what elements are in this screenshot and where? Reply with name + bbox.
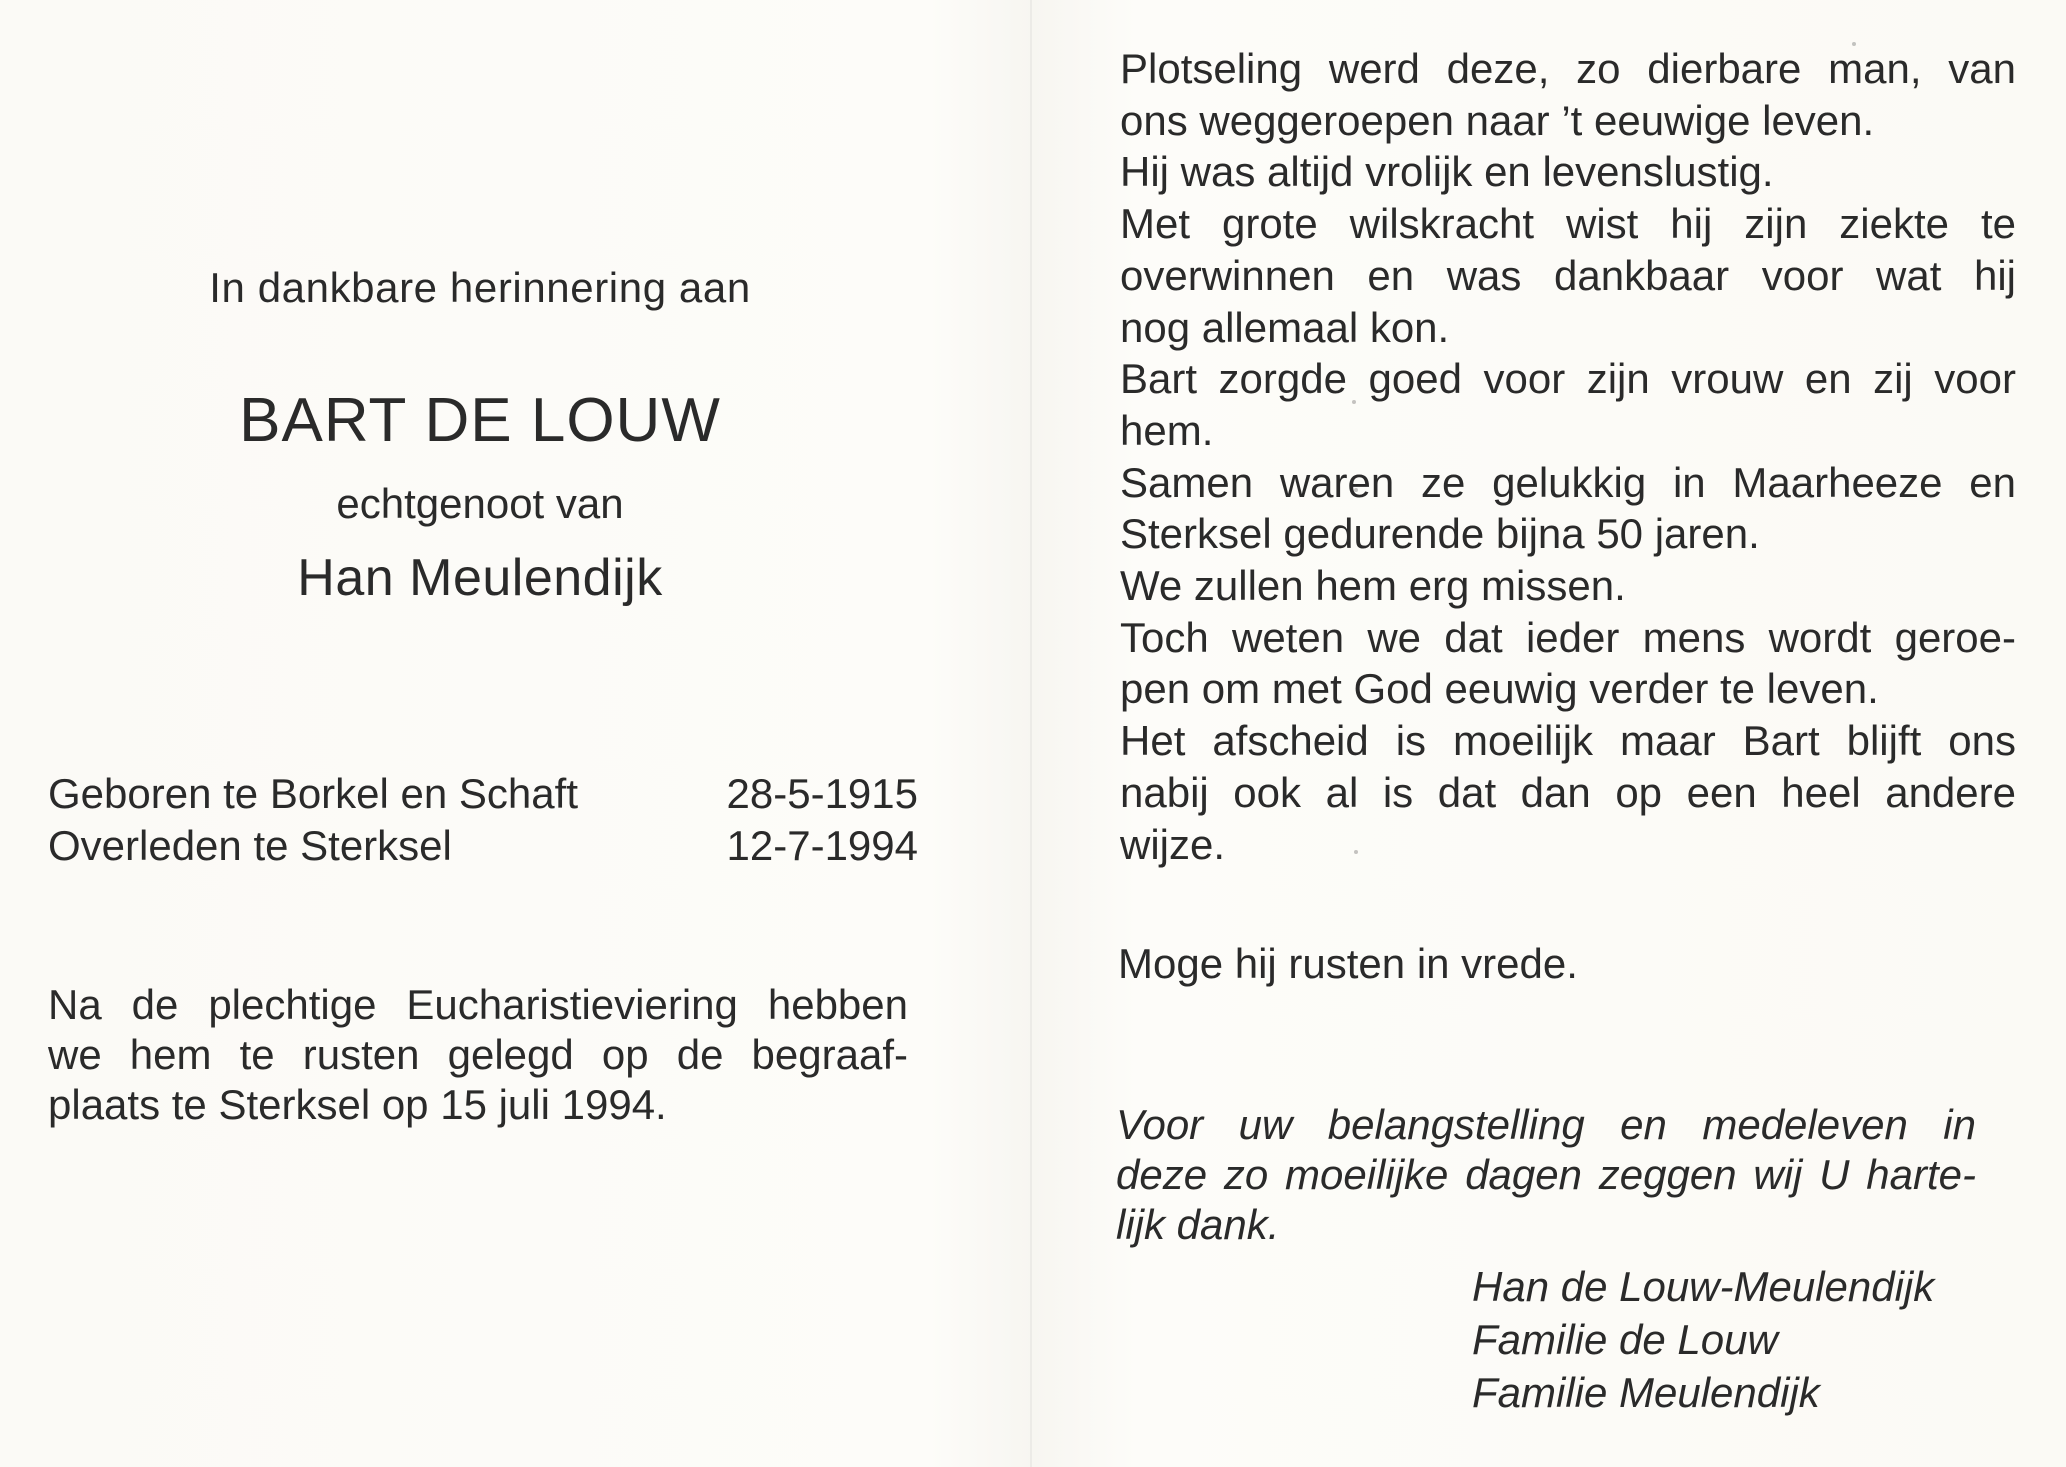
death-label: Overleden te Sterksel xyxy=(48,822,452,869)
death-row xyxy=(48,822,918,874)
intro-text: In dankbare herinnering aan xyxy=(209,264,751,311)
birth-label: Geboren te Borkel en Schaft xyxy=(48,770,578,817)
tribute-line: overwinnen en was dankbaar voor wat hij xyxy=(1120,251,2016,299)
tribute-line: Samen waren ze gelukkig in Maarheeze en xyxy=(1120,458,2016,506)
paper-speck xyxy=(1354,488,1358,492)
death-date: 12-7-1994 xyxy=(726,822,918,869)
life-events xyxy=(48,770,918,874)
tribute-line: Plotseling werd deze, zo dierbare man, van xyxy=(1120,45,2016,92)
thanks-line: Voor uw belangstelling en medeleven in xyxy=(1116,1101,1976,1148)
thanks-paragraph xyxy=(1116,1100,1976,1250)
thanks-line: lijk dank. xyxy=(1116,1201,1280,1248)
tribute-line: Bart zorgde goed voor zijn vrouw en zij voor xyxy=(1120,355,2016,403)
tribute-line: hem. xyxy=(1120,406,1214,454)
tribute-line: nabij ook al is dat dan op een heel andere xyxy=(1120,768,2016,816)
deceased-name: BART DE LOUW xyxy=(239,386,721,455)
right-panel xyxy=(1032,0,2066,1467)
burial-line: plaats te Sterksel op 15 juli 1994. xyxy=(48,1081,667,1128)
thanks-line: deze zo moeilijke dagen zeggen wij U harte- xyxy=(1116,1151,1976,1198)
tribute-paragraph xyxy=(1120,43,2016,870)
tribute-line: ons weggeroepen naar ’t eeuwige leven. xyxy=(1120,96,1875,144)
burial-paragraph xyxy=(48,980,908,1130)
burial-line: we hem te rusten gelegd op de begraaf- xyxy=(48,1031,908,1078)
spouse-label: echtgenoot van xyxy=(336,480,624,527)
birth-row xyxy=(48,770,918,822)
signatures xyxy=(1472,1260,1934,1419)
tribute-line: wijze. xyxy=(1120,820,1226,868)
tribute-line: Toch weten we dat ieder mens wordt geroe- xyxy=(1120,613,2016,661)
tribute-line: We zullen hem erg missen. xyxy=(1120,562,1626,610)
closing-line: Moge hij rusten in vrede. xyxy=(1118,940,1578,987)
tribute-line: Sterksel gedurende bijna 50 jaren. xyxy=(1120,510,1760,558)
tribute-line: nog allemaal kon. xyxy=(1120,303,1450,351)
paper-speck xyxy=(1354,850,1358,854)
spouse-name: Han Meulendijk xyxy=(297,549,663,607)
tribute-line: Met grote wilskracht wist hij zijn ziekte te xyxy=(1120,200,2016,248)
signature-line: Familie de Louw xyxy=(1472,1316,1778,1363)
signature-line: Han de Louw-Meulendijk xyxy=(1472,1263,1935,1310)
tribute-line: Het afscheid is moeilijk maar Bart blijft ons xyxy=(1120,717,2016,765)
birth-date: 28-5-1915 xyxy=(726,770,918,817)
signature-line: Familie Meulendijk xyxy=(1472,1369,1820,1416)
tribute-line: pen om met God eeuwig verder te leven. xyxy=(1120,665,1879,713)
paper-speck xyxy=(1352,400,1356,404)
tribute-line: Hij was altijd vrolijk en levenslustig. xyxy=(1120,148,1774,196)
paper-speck xyxy=(1852,42,1856,46)
left-panel xyxy=(0,0,1030,1467)
burial-line: Na de plechtige Eucharistieviering hebben xyxy=(48,981,908,1028)
